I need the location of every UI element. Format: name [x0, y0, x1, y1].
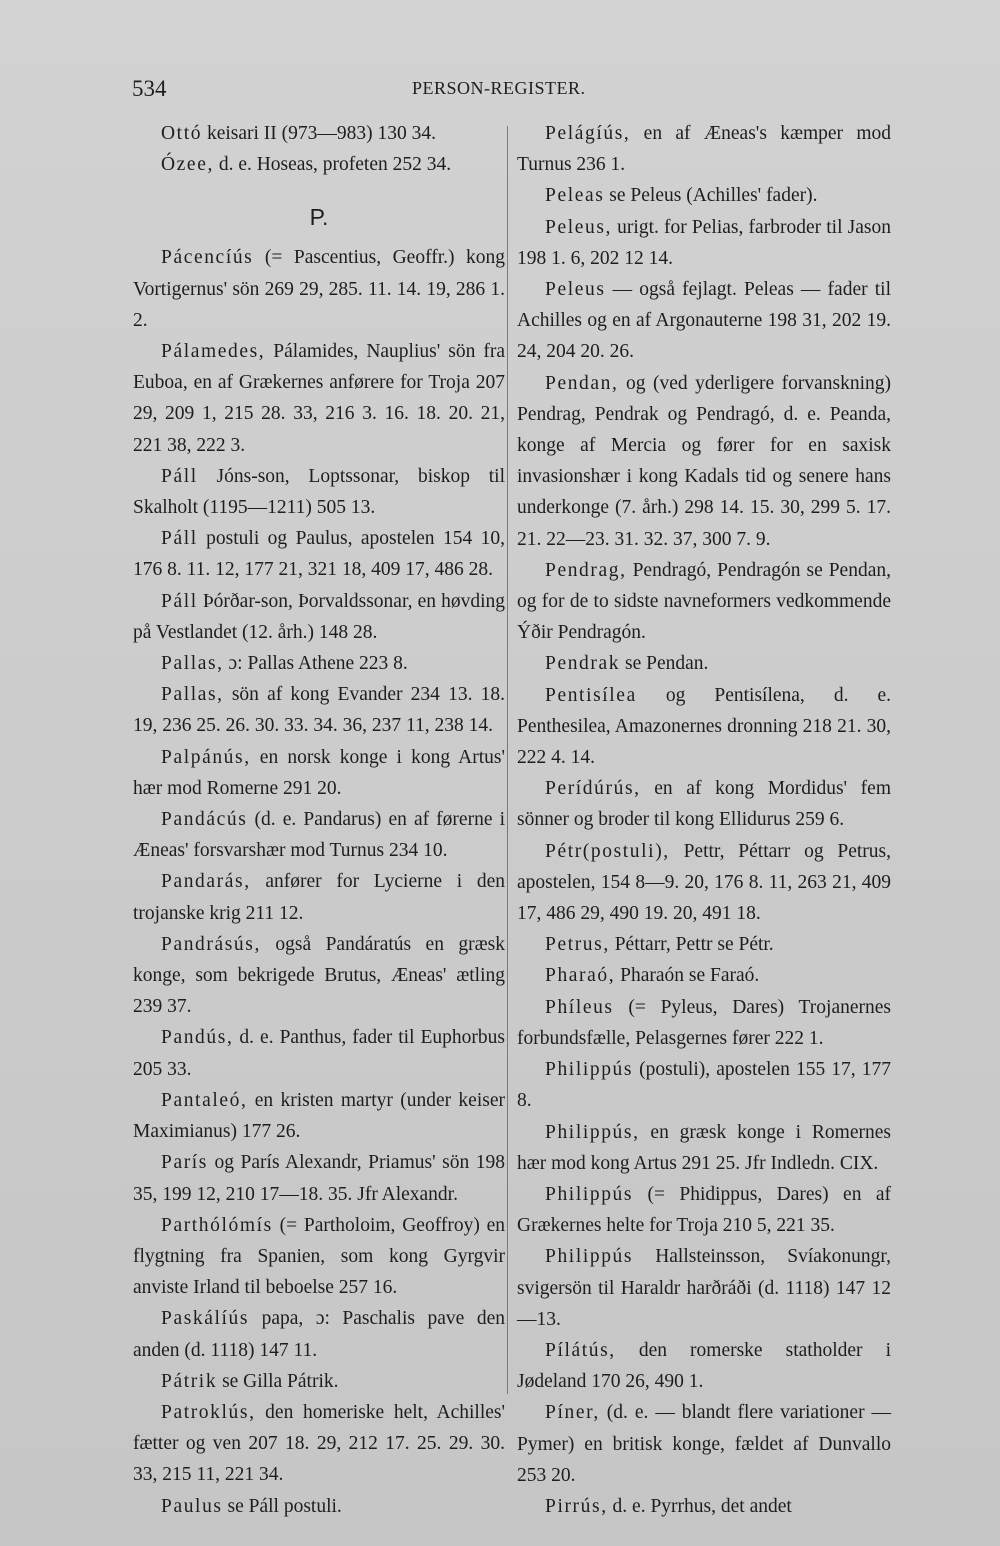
entry-headword: Pátrik [161, 1370, 218, 1392]
entry-text: postuli og Paulus, apostelen 154 10, 176 8. 11. 12, 177 21, 321 18, 409 17, 486 28. [133, 528, 505, 581]
index-entry [133, 1303, 505, 1365]
index-entry [133, 242, 505, 336]
left-top-entries [133, 118, 505, 180]
entry-text: d. e. Hoseas, profeten 252 34. [213, 154, 452, 176]
index-entry [133, 586, 505, 648]
index-entry [133, 1147, 505, 1209]
entry-text: også Pandáratús en græsk konge, som bekrigede Brutus, Æneas' ætling 239 37. [133, 933, 505, 1018]
entry-text: urigt. for Pelias, farbroder til Jason 198 1. 6, 202 12 14. [517, 216, 891, 269]
entry-headword: París [161, 1152, 208, 1174]
page-header [0, 72, 1000, 106]
index-entry [133, 742, 505, 804]
entry-headword: Peleas [545, 185, 605, 207]
index-entry [517, 1491, 891, 1522]
entry-headword: Petrus, [545, 934, 610, 956]
index-entry [517, 680, 891, 774]
entry-text: Pharaón se Faraó. [615, 965, 760, 987]
index-entry [133, 523, 505, 585]
entry-headword: Paskálíús [161, 1308, 250, 1330]
entry-text: — også fejlagt. Peleas — fader til Achilles og en af Argonauterne 198 31, 202 19. 24, 204 20. 26. [517, 279, 891, 363]
right-column [517, 118, 891, 1522]
entry-headword: Pallas, [161, 653, 224, 675]
entry-text: (= Phidippus, Dares) en af Grækernes helte for Troja 210 5, 221 35. [517, 1183, 891, 1237]
index-entry [517, 1117, 891, 1179]
entry-headword: Phíleus [545, 996, 614, 1018]
index-entry [133, 1085, 505, 1147]
entry-text: Þórðar-son, Þorvaldssonar, en høvding på Vestlandet (12. årh.) 148 28. [133, 590, 505, 643]
entry-headword: Pandarás, [161, 871, 251, 893]
entry-headword: Philippús [545, 1059, 634, 1081]
entry-text: se Peleus (Achilles' fader). [604, 185, 818, 207]
entry-text: (= Pyleus, Dares) Trojanernes forbundsfælle, Pelasgernes fører 222 1. [517, 996, 891, 1049]
index-entry [133, 149, 505, 180]
entry-text: og París Alexandr, Priamus' sön 198 35, 199 12, 210 17—18. 35. Jfr Alexandr. [133, 1152, 505, 1205]
entry-headword: Patroklús, [161, 1401, 256, 1423]
index-entry [133, 1210, 505, 1304]
index-entry [517, 1179, 891, 1241]
entry-text: en norsk konge i kong Artus' hær mod Romerne 291 20. [133, 746, 505, 799]
index-entry [133, 866, 505, 928]
index-entry [133, 1397, 505, 1491]
index-entry [133, 461, 505, 523]
entry-headword: Pharaó, [545, 965, 616, 987]
left-entries [133, 242, 505, 1521]
entry-text: Jóns-son, Loptssonar, biskop til Skalholt (1195—1211) 505 13. [133, 465, 505, 519]
entry-text: se Páll postuli. [222, 1495, 342, 1517]
entry-text: en af kong Mordidus' fem sönner og broder til kong Ellidurus 259 6. [517, 778, 891, 831]
index-entry [133, 804, 505, 866]
index-entry [517, 1241, 891, 1335]
entry-headword: Pandús, [161, 1027, 234, 1049]
right-entries [517, 118, 891, 1522]
entry-headword: Pallas, [161, 684, 224, 706]
entry-headword: Philippús [545, 1246, 634, 1268]
entry-text: og Pentisílena, d. e. Penthesilea, Amazonernes dronning 218 21. 30, 222 4. 14. [517, 684, 891, 769]
index-entry [133, 1022, 505, 1084]
entry-headword: Pálamedes, [161, 341, 266, 363]
index-entry [517, 960, 891, 991]
entry-headword: Philippús [545, 1183, 634, 1205]
index-entry [517, 773, 891, 835]
entry-headword: Parthólómís [161, 1214, 273, 1236]
entry-text: (= Pascentius, Geoffr.) kong Vortigernus' sön 269 29, 285. 11. 14. 19, 286 1. 2. [133, 247, 505, 331]
entry-text: en græsk konge i Romernes hær mod kong Artus 291 25. Jfr Indledn. CIX. [517, 1121, 891, 1174]
entry-headword: Píner, [545, 1402, 600, 1424]
entry-text: se Pendan. [620, 653, 709, 675]
index-entry [517, 836, 891, 930]
entry-headword: Perídúrús, [545, 778, 641, 800]
index-entry [133, 648, 505, 679]
entry-headword: Pelágíús, [545, 123, 631, 144]
entry-headword: Pétr(postuli), [545, 840, 670, 862]
index-entry [517, 1335, 891, 1397]
index-entry [517, 180, 891, 211]
entry-text: Hallsteinsson, Svíakonungr, svigersön til Haraldr harðráði (d. 1118) 147 12—13. [517, 1246, 891, 1330]
section-letter: P. [309, 204, 329, 231]
entry-text: se Gilla Pátrik. [217, 1370, 339, 1392]
index-entry [517, 929, 891, 960]
entry-text: Pettr, Péttarr og Petrus, apostelen, 154 8—9. 20, 176 8. 11, 263 21, 409 17, 486 29, 490 19. 20, 491 18. [517, 840, 891, 925]
entry-text: papa, ɔ: Paschalis pave den anden (d. 1118) 147 11. [133, 1308, 505, 1361]
index-entry [517, 274, 891, 368]
entry-headword: Pantaleó, [161, 1089, 248, 1111]
entry-headword: Philippús, [545, 1121, 640, 1143]
index-entry [133, 336, 505, 461]
entry-text: ɔ: Pallas Athene 223 8. [223, 653, 408, 675]
index-entry [517, 1054, 891, 1116]
index-entry [517, 1397, 891, 1491]
entry-text: Pálamides, Nauplius' sön fra Euboa, en af Grækernes anførere for Troja 207 29, 209 1, 215 28. 33, 216 3. 16. 18. 20. 21, 221 38, 222 3. [133, 341, 505, 456]
index-entry [517, 368, 891, 555]
entry-text: (postuli), apostelen 155 17, 177 8. [517, 1059, 891, 1112]
index-entry [517, 992, 891, 1054]
entry-headword: Ottó [161, 123, 203, 144]
entry-headword: Pentisílea [545, 684, 637, 706]
entry-text: keisari II (973—983) 130 34. [202, 123, 437, 144]
entry-text: (d. e. — blandt flere variationer — Pymer) en britisk konge, fældet af Dunvallo 253 20. [517, 1402, 891, 1486]
entry-text: (= Partholoim, Geoffroy) en flygtning fra Spanien, som kong Gyrgvir anviste Irland til beboelse 257 16. [133, 1214, 505, 1299]
index-entry [517, 648, 891, 679]
entry-text: en af Æneas's kæmper mod Turnus 236 1. [517, 123, 891, 176]
entry-text: og (ved yderligere forvanskning) Pendrag, Pendrak og Pendragó, d. e. Peanda, konge af Mercia og fører for en saxisk invasionshær i kong Kadals tid og senere hans underkonge (7. årh.) 298 14. 15. 30, 299 5. 17. 21. 22—23. 31. 32. 37, 300 7. 9. [517, 372, 891, 550]
page-number: 534 [132, 76, 167, 101]
entry-headword: Páll [161, 590, 198, 612]
index-entry [133, 929, 505, 1023]
running-head: PERSON-REGISTER. [412, 78, 586, 98]
entry-text: den homeriske helt, Achilles' fætter og ven 207 18. 29, 212 17. 25. 29. 30. 33, 215 11, 221 34. [133, 1401, 505, 1486]
index-entry [517, 118, 891, 180]
index-entry [517, 555, 891, 649]
index-entry [517, 212, 891, 274]
entry-text: (d. e. Pandarus) en af førerne i Æneas' forsvarshær mod Turnus 234 10. [133, 809, 505, 862]
entry-text: d. e. Pyrrhus, det andet [607, 1495, 792, 1517]
entry-headword: Pandácús [161, 809, 248, 831]
entry-text: sön af kong Evander 234 13. 18. 19, 236 25. 26. 30. 33. 34. 36, 237 11, 238 14. [133, 684, 505, 737]
entry-headword: Ózee, [161, 154, 214, 176]
entry-headword: Pendan, [545, 372, 619, 394]
entry-text: Péttarr, Pettr se Pétr. [609, 934, 774, 956]
entry-headword: Peleus, [545, 216, 612, 238]
entry-headword: Pendrak [545, 653, 621, 675]
entry-text: Pendragó, Pendragón se Pendan, og for de to sidste navneformers vedkommende Ýðir Pendragón. [517, 559, 891, 644]
left-column [133, 118, 505, 1522]
entry-headword: Pandrásús, [161, 933, 261, 955]
entry-text: en kristen martyr (under keiser Maximianus) 177 26. [133, 1089, 505, 1143]
index-entry [133, 679, 505, 741]
entry-headword: Pílátús, [545, 1339, 616, 1361]
entry-headword: Páll [161, 528, 198, 550]
column-divider [507, 126, 508, 1394]
entry-headword: Paulus [161, 1495, 223, 1517]
entry-text: den romerske statholder i Jødeland 170 26, 490 1. [517, 1339, 891, 1393]
entry-headword: Pendrag, [545, 559, 627, 581]
index-entry [133, 1491, 505, 1522]
entry-text: d. e. Panthus, fader til Euphorbus 205 33. [133, 1027, 505, 1080]
index-entry [133, 1366, 505, 1397]
entry-headword: Páll [161, 465, 198, 487]
entry-text: anfører for Lycierne i den trojanske krig 211 12. [133, 871, 505, 924]
entry-headword: Pirrús, [545, 1495, 608, 1517]
index-entry [133, 118, 505, 149]
entry-headword: Peleus [545, 279, 606, 301]
entry-headword: Pácencíús [161, 247, 254, 269]
entry-headword: Palpánús, [161, 746, 251, 768]
